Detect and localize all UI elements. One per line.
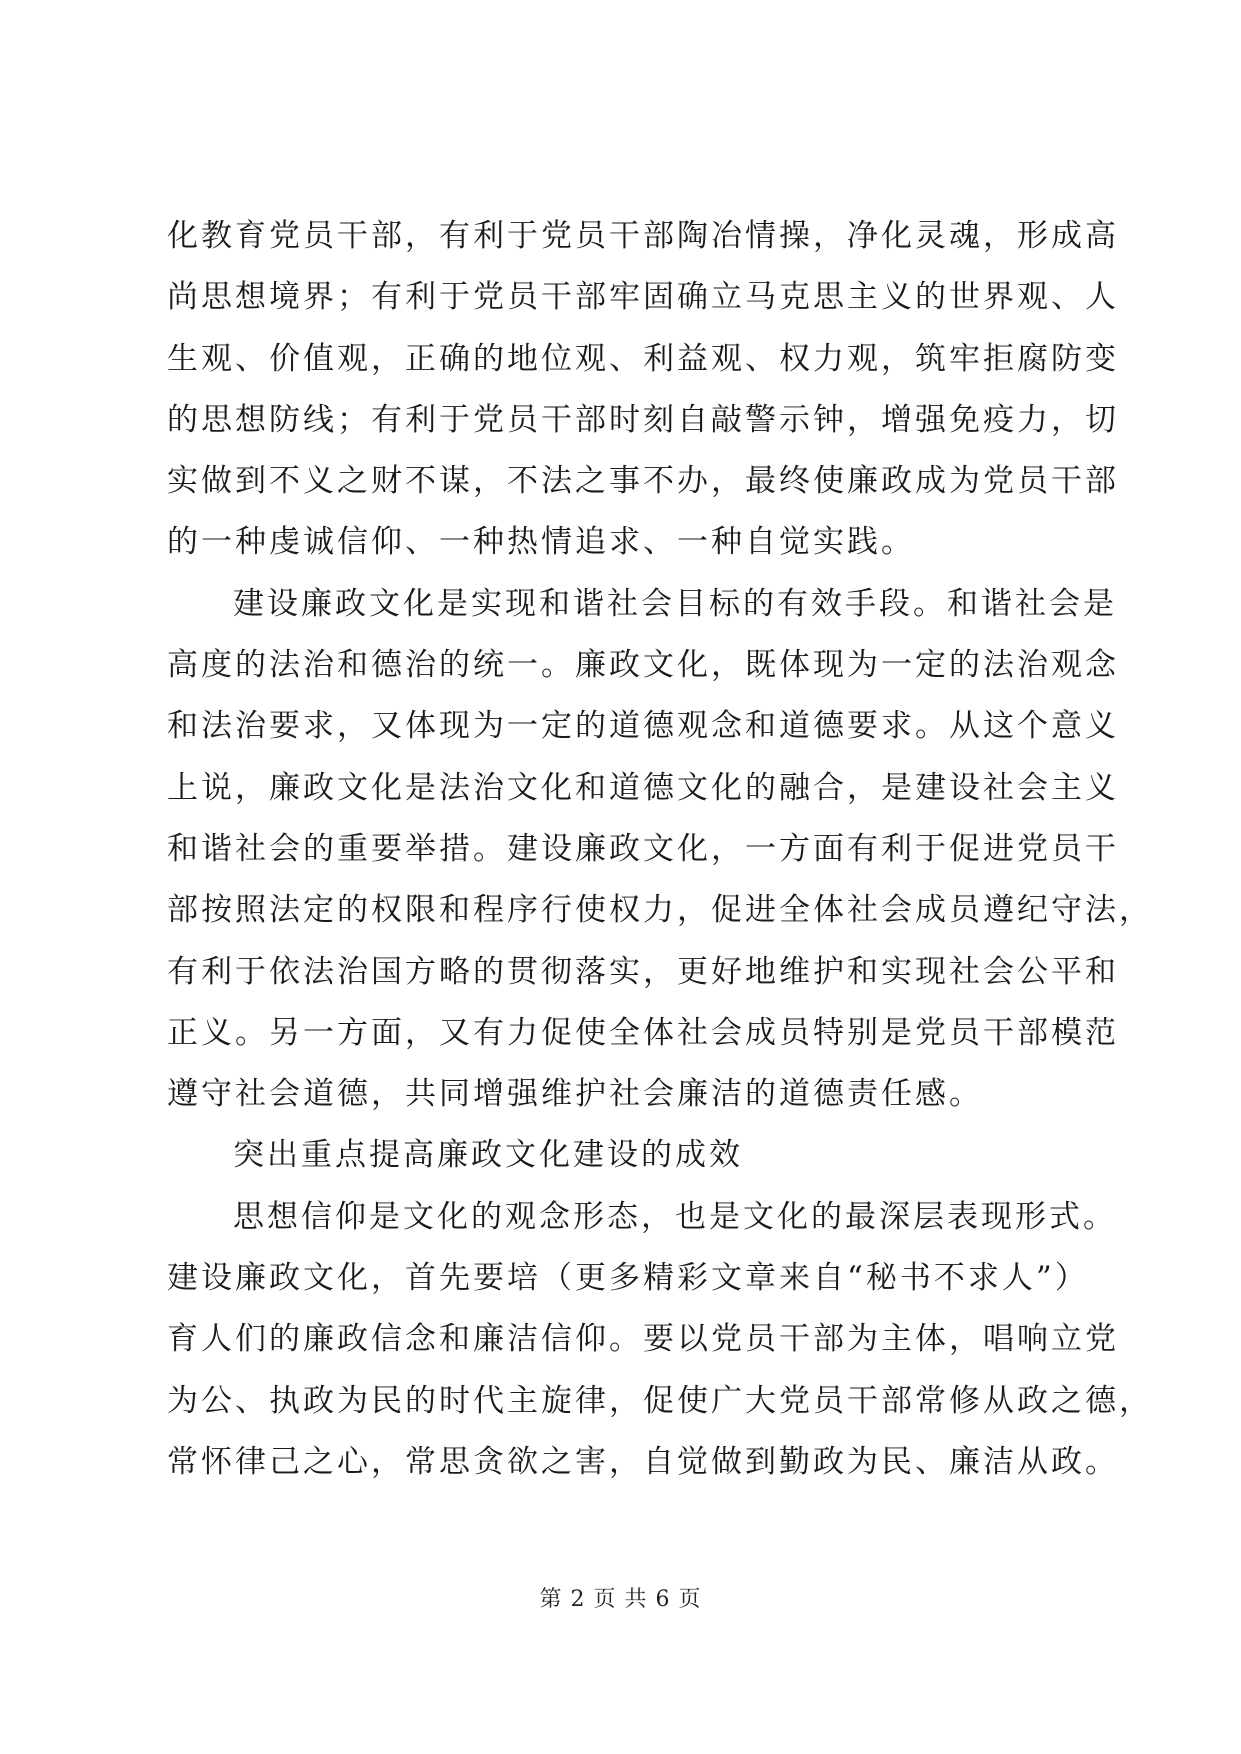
document-body xyxy=(167,206,1153,1493)
text-line: 有利于依法治国方略的贯彻落实，更好地维护和实现社会公平和 xyxy=(167,953,1119,990)
text-line: 实做到不义之财不谋，不法之事不办，最终使廉政成为党员干部 xyxy=(167,463,1119,500)
text-line: 遵守社会道德，共同增强维护社会廉洁的道德责任感。 xyxy=(167,1076,983,1113)
text-line: 为公、执政为民的时代主旋律，促使广大党员干部常修从政之德， xyxy=(167,1382,1153,1419)
text-line: 上说，廉政文化是法治文化和道德文化的融合，是建设社会主义 xyxy=(167,769,1119,806)
text-line: 化教育党员干部，有利于党员干部陶冶情操，净化灵魂，形成高 xyxy=(167,218,1119,254)
text-line: 和法治要求，又体现为一定的道德观念和道德要求。从这个意义 xyxy=(167,708,1119,745)
section-heading: 突出重点提高廉政文化建设的成效 xyxy=(233,1137,743,1174)
paragraph-first-line: 思想信仰是文化的观念形态，也是文化的最深层表现形式。 xyxy=(233,1198,1117,1235)
text-line: 的思想防线；有利于党员干部时刻自敲警示钟，增强免疫力，切 xyxy=(167,401,1119,438)
page-number-footer: 第 2 页 共 6 页 xyxy=(539,1587,702,1612)
text-line: 高度的法治和德治的统一。廉政文化，既体现为一定的法治观念 xyxy=(167,647,1119,684)
text-line: 生观、价值观，正确的地位观、利益观、权力观，筑牢拒腐防变 xyxy=(167,340,1119,377)
text-line: 和谐社会的重要举措。建设廉政文化，一方面有利于促进党员干 xyxy=(167,830,1119,867)
text-line: 育人们的廉政信念和廉洁信仰。要以党员干部为主体，唱响立党 xyxy=(167,1321,1119,1358)
text-line: 部按照法定的权限和程序行使权力，促进全体社会成员遵纪守法， xyxy=(167,892,1153,929)
paragraph-first-line: 建设廉政文化是实现和谐社会目标的有效手段。和谐社会是 xyxy=(233,585,1117,622)
text-line: 建设廉政文化，首先要培（更多精彩文章来自“秘书不求人”） xyxy=(167,1260,1089,1297)
text-line: 正义。另一方面，又有力促使全体社会成员特别是党员干部模范 xyxy=(167,1014,1119,1051)
text-line: 的一种虔诚信仰、一种热情追求、一种自觉实践。 xyxy=(167,524,915,561)
text-line: 尚思想境界；有利于党员干部牢固确立马克思主义的世界观、人 xyxy=(167,279,1119,316)
text-line: 常怀律己之心，常思贪欲之害，自觉做到勤政为民、廉洁从政。 xyxy=(167,1443,1119,1480)
